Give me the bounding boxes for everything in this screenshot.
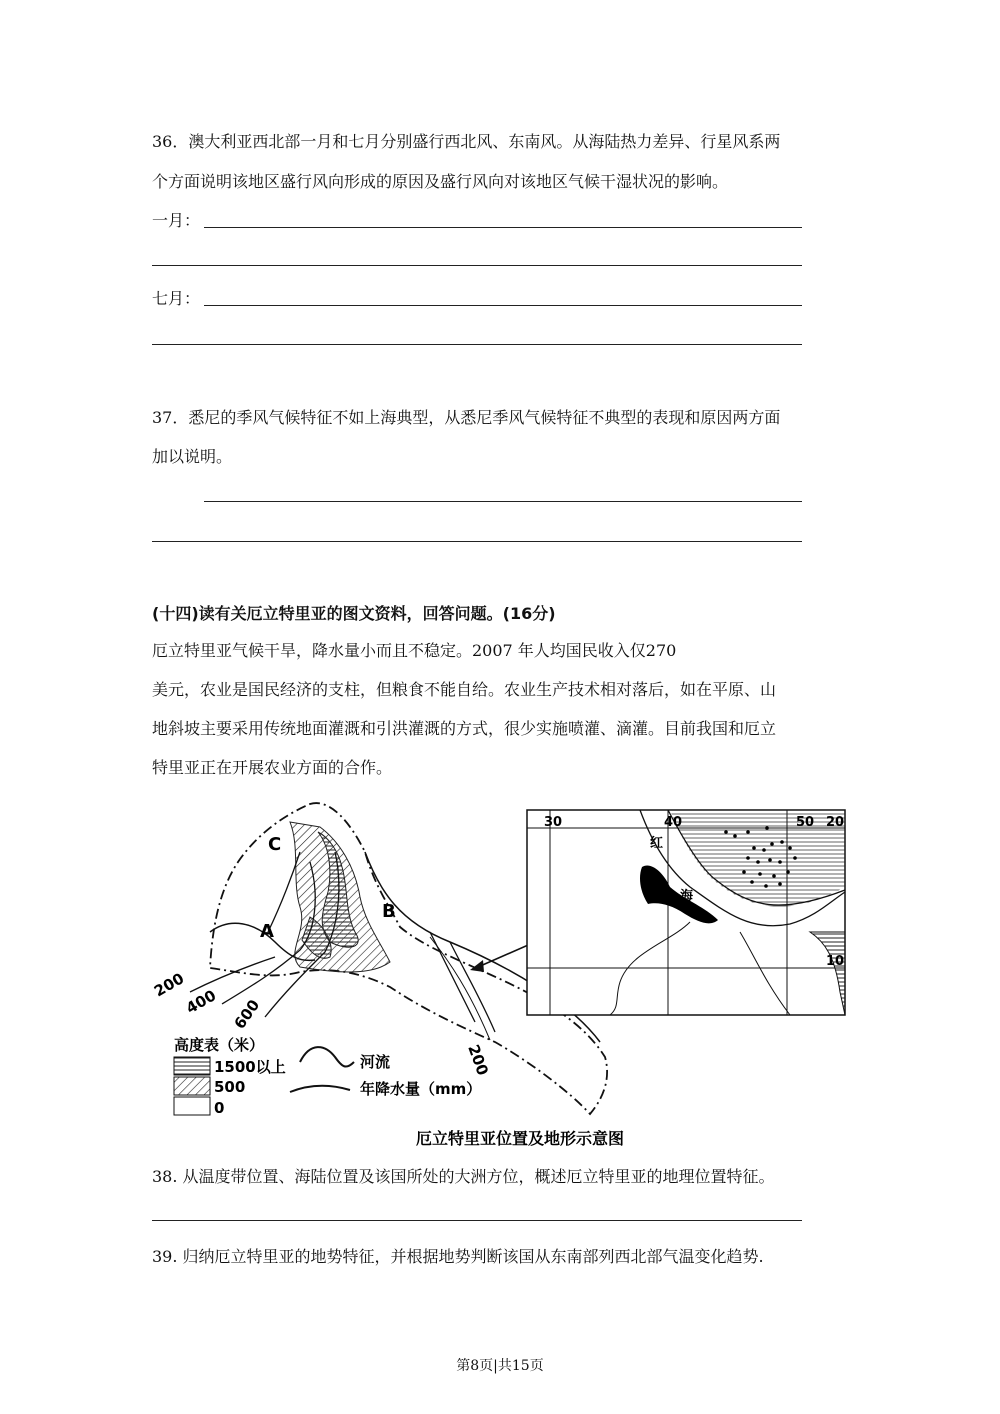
- inset-map: [527, 810, 845, 1015]
- map-caption: 厄立特里亚位置及地形示意图: [416, 1129, 625, 1148]
- legend-river-label: 河流: [360, 1053, 391, 1071]
- legend-rainfall-symbol: [290, 1086, 350, 1092]
- section14-heading: (十四)读有关厄立特里亚的图文资料，回答问题。(16分): [152, 604, 556, 623]
- q36-line2: 个方面说明该地区盛行风向形成的原因及盛行风向对该地区气候干湿状况的影响。: [152, 172, 729, 191]
- legend-river-symbol: [300, 1047, 354, 1066]
- inset-lon-label: 40: [664, 815, 683, 830]
- inset-lat-label: 20: [826, 815, 845, 830]
- isohyet-200-east: [430, 937, 490, 1040]
- q38-text: 38. 从温度带位置、海陆位置及该国所处的大洲方位，概述厄立特里亚的地理位置特征。: [152, 1167, 775, 1186]
- q37-line2: 加以说明。: [152, 447, 233, 466]
- legend-rainfall-label: 年降水量（mm）: [360, 1080, 482, 1098]
- answer-line[interactable]: [204, 227, 802, 228]
- inset-lon-label: 50: [796, 815, 815, 830]
- isohyet-200-east: [450, 942, 495, 1032]
- q36-july-label: 七月：: [152, 289, 201, 308]
- eritrea-map-figure: [150, 792, 850, 1152]
- answer-line[interactable]: [152, 1220, 802, 1221]
- inset-sea-label: 海: [680, 889, 694, 904]
- legend-swatch-0: [174, 1097, 210, 1115]
- section14-paragraph-line3: 地斜坡主要采用传统地面灌溉和引洪灌溉的方式，很少实施喷灌、滴灌。目前我国和厄立: [152, 719, 777, 738]
- page-footer: 第8页|共15页: [456, 1358, 544, 1374]
- q39-text: 39. 归纳厄立特里亚的地势特征，并根据地势判断该国从东南部列西北部气温变化趋势.: [152, 1247, 764, 1266]
- legend-title: 高度表（米）: [174, 1036, 265, 1054]
- section14-paragraph-line2: 美元，农业是国民经济的支柱，但粮食不能自给。农业生产技术相对落后，如在平原、山: [152, 680, 777, 699]
- isohyet-label: 400: [183, 986, 220, 1018]
- isohyet-200: [190, 957, 275, 992]
- isohyet-label: 200: [151, 969, 188, 1001]
- legend-label-1500: 1500以上: [214, 1058, 286, 1076]
- answer-line[interactable]: [152, 265, 802, 266]
- answer-line[interactable]: [204, 501, 802, 502]
- inset-lon-label: 30: [544, 815, 563, 830]
- legend-swatch-500: [174, 1077, 210, 1095]
- isohyet-label: 600: [230, 996, 264, 1033]
- point-label-a: A: [260, 921, 274, 942]
- section14-paragraph-line1: 厄立特里亚气候干旱，降水量小而且不稳定。2007 年人均国民收入仅270: [152, 641, 677, 660]
- answer-line[interactable]: [152, 344, 802, 345]
- q37-line1: 37．悉尼的季风气候特征不如上海典型，从悉尼季风气候特征不典型的表现和原因两方面: [152, 408, 781, 427]
- legend-label-500: 500: [214, 1078, 246, 1096]
- legend-swatch-1500: [174, 1057, 210, 1075]
- point-label-c: C: [268, 834, 282, 855]
- legend-label-0: 0: [214, 1099, 225, 1117]
- answer-line[interactable]: [204, 305, 802, 306]
- section14-paragraph-line4: 特里亚正在开展农业方面的合作。: [152, 758, 393, 777]
- answer-line[interactable]: [152, 541, 802, 542]
- inset-sea-label: 红: [650, 836, 664, 851]
- point-label-b: B: [382, 901, 396, 922]
- q36-line1: 36．澳大利亚西北部一月和七月分别盛行西北风、东南风。从海陆热力差异、行星风系两: [152, 132, 781, 151]
- q36-january-label: 一月：: [152, 211, 201, 230]
- isohyet-label: 200: [464, 1042, 492, 1078]
- inset-lat-label: 10: [826, 954, 845, 969]
- river: [268, 852, 300, 932]
